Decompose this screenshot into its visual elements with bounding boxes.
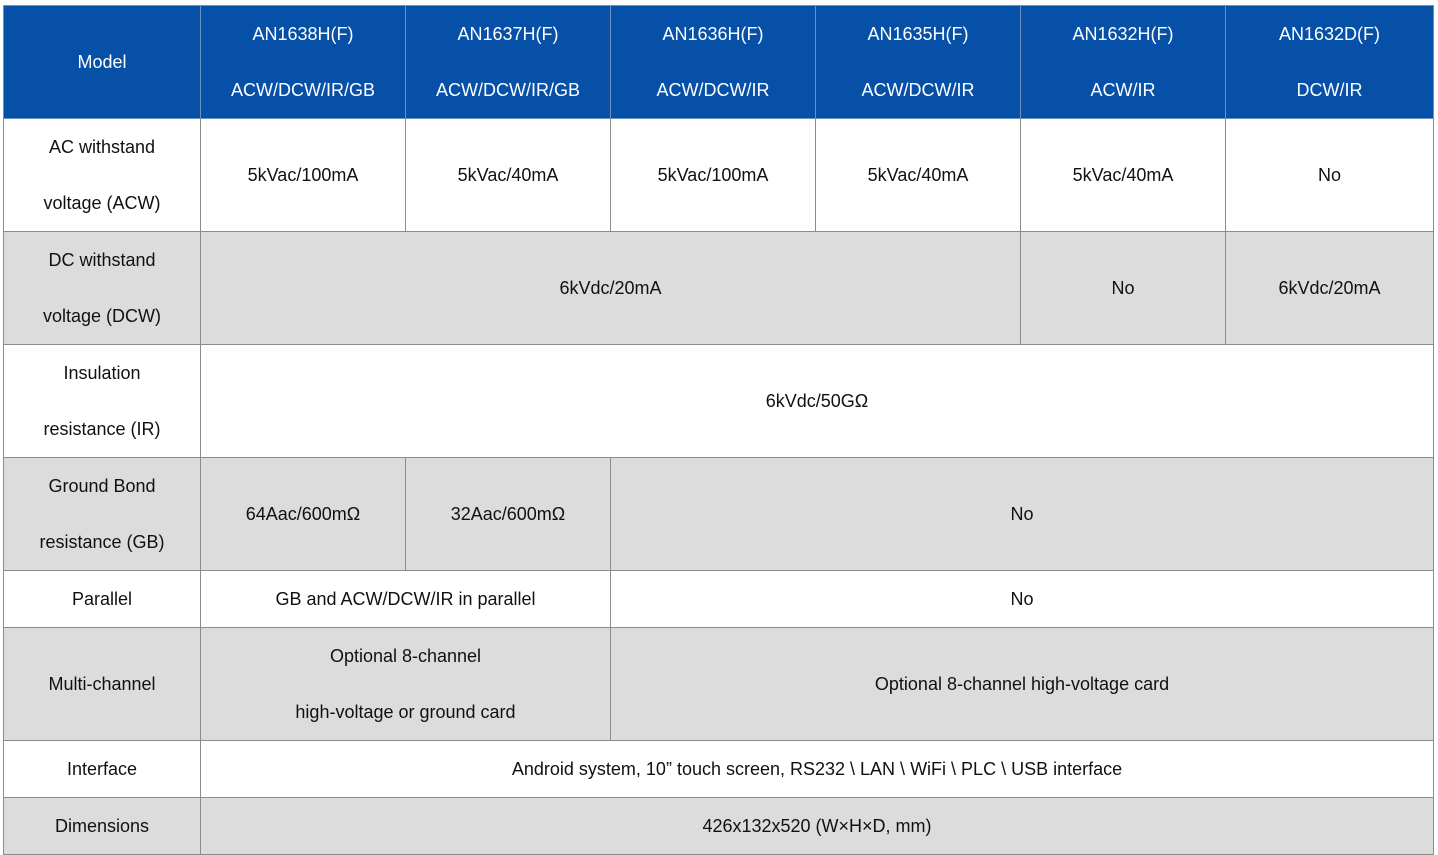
acw-value: 5kVac/40mA [406,119,611,232]
header-model-2 [406,6,611,119]
spec-table [3,5,1434,855]
acw-row [4,119,1434,232]
dimensions-label: Dimensions [4,798,201,855]
ir-label [4,345,201,458]
multichannel-left-line: Optional 8-channel [329,646,482,666]
interface-value: Android system, 10” touch screen, RS232 \ LAN \ WiFi \ PLC \ USB interface [201,741,1434,798]
multichannel-value-left [201,628,611,741]
acw-value: 5kVac/40mA [1021,119,1226,232]
model-tests: ACW/DCW/IR/GB [436,80,580,100]
header-model-3 [611,6,816,119]
model-name: AN1632H(F) [1072,24,1174,44]
parallel-value-right: No [611,571,1434,628]
row-label-line: Ground Bond [48,476,156,496]
row-label-line: resistance (IR) [43,419,161,439]
model-name: AN1635H(F) [867,24,969,44]
model-tests: ACW/DCW/IR [861,80,975,100]
ir-value: 6kVdc/50GΩ [201,345,1434,458]
dcw-row [4,232,1434,345]
model-tests: DCW/IR [1296,80,1363,100]
gb-row [4,458,1434,571]
model-name: AN1638H(F) [252,24,354,44]
header-model-label: Model [4,6,201,119]
acw-value: No [1226,119,1434,232]
header-model-6 [1226,6,1434,119]
multichannel-left-line: high-voltage or ground card [295,702,516,722]
acw-value: 5kVac/100mA [611,119,816,232]
parallel-label: Parallel [4,571,201,628]
acw-label [4,119,201,232]
header-model-4 [816,6,1021,119]
header-model-1 [201,6,406,119]
dcw-label [4,232,201,345]
interface-row [4,741,1434,798]
parallel-row [4,571,1434,628]
row-label-line: resistance (GB) [39,532,165,552]
multichannel-row [4,628,1434,741]
gb-label [4,458,201,571]
acw-value: 5kVac/100mA [201,119,406,232]
header-model-5 [1021,6,1226,119]
row-label-line: DC withstand [48,250,156,270]
dimensions-value: 426x132x520 (W×H×D, mm) [201,798,1434,855]
dimensions-row [4,798,1434,855]
model-tests: ACW/DCW/IR [656,80,770,100]
model-name: AN1636H(F) [662,24,764,44]
multichannel-label: Multi-channel [4,628,201,741]
interface-label: Interface [4,741,201,798]
model-name: AN1632D(F) [1278,24,1381,44]
row-label-line: Insulation [63,363,141,383]
row-label-line: voltage (ACW) [43,193,161,213]
dcw-value: 6kVdc/20mA [1226,232,1434,345]
header-row [4,6,1434,119]
ir-row [4,345,1434,458]
gb-value: 32Aac/600mΩ [406,458,611,571]
acw-value: 5kVac/40mA [816,119,1021,232]
parallel-value-left: GB and ACW/DCW/IR in parallel [201,571,611,628]
row-label-line: voltage (DCW) [42,306,162,326]
model-tests: ACW/DCW/IR/GB [231,80,375,100]
multichannel-value-right: Optional 8-channel high-voltage card [611,628,1434,741]
row-label-line: AC withstand [48,137,156,157]
model-tests: ACW/IR [1090,80,1156,100]
model-name: AN1637H(F) [457,24,559,44]
gb-value-span: No [611,458,1434,571]
gb-value: 64Aac/600mΩ [201,458,406,571]
dcw-value-span: 6kVdc/20mA [201,232,1021,345]
dcw-value: No [1021,232,1226,345]
